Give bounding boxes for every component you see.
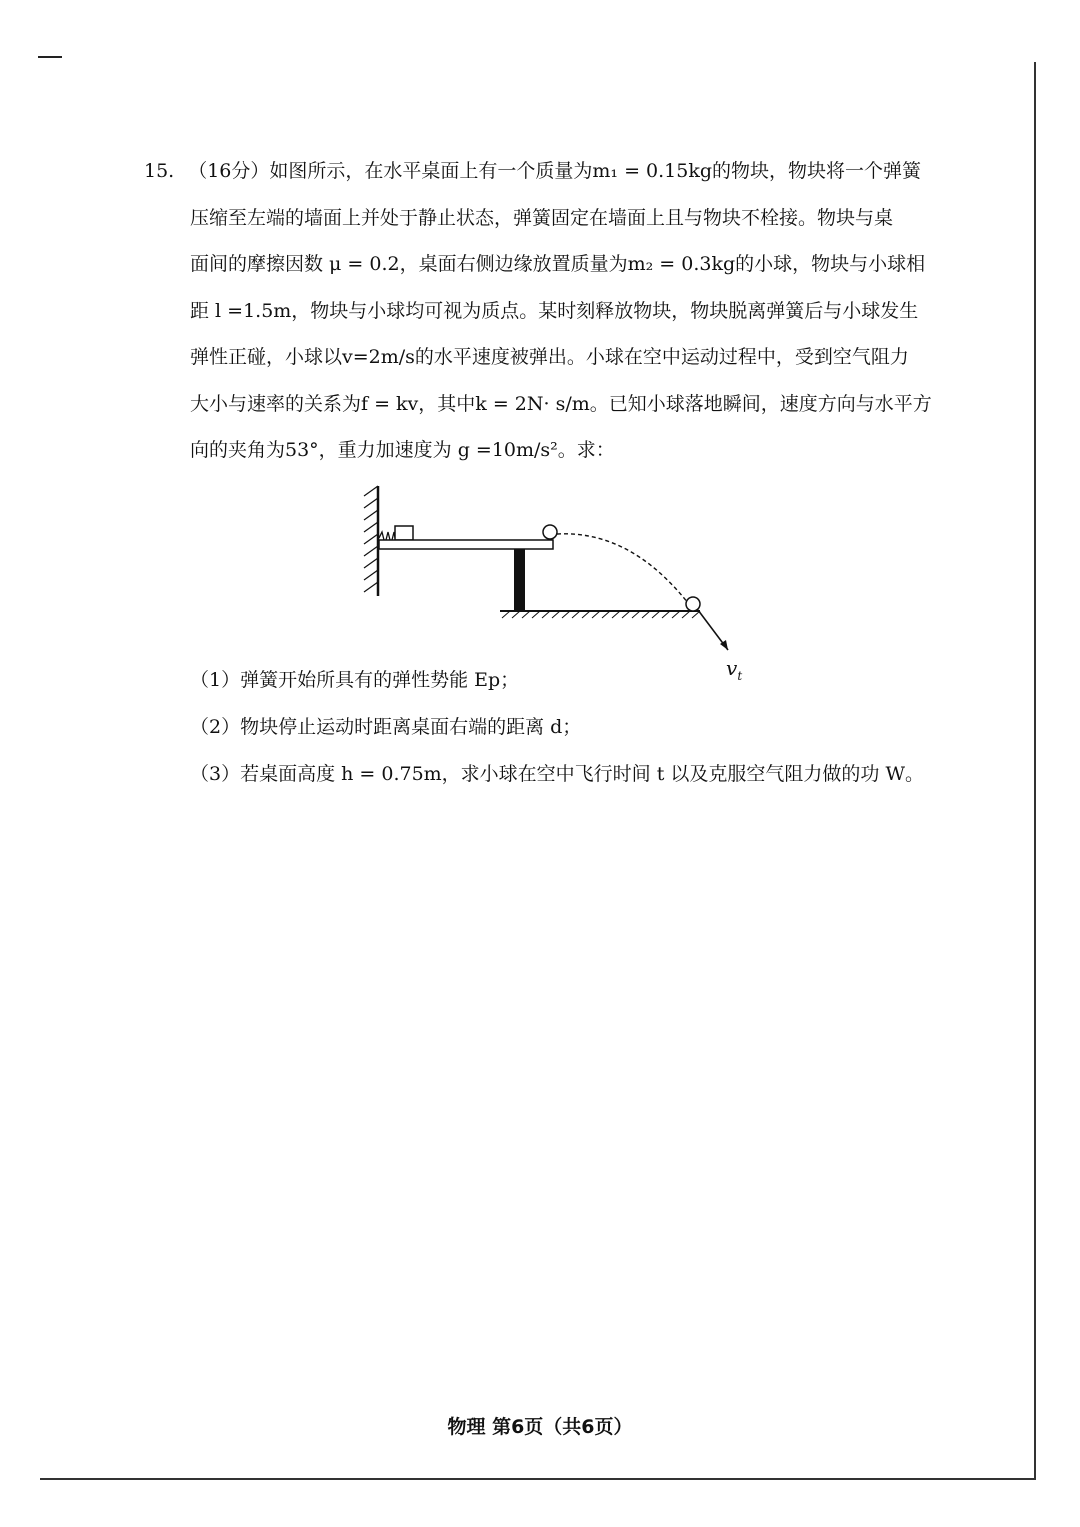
question-line-3: 面间的摩擦因数 μ = 0.2，桌面右侧边缘放置质量为m₂ = 0.3kg的小球，物块与小球相 — [190, 253, 926, 275]
question-line-4: 距 l =1.5m，物块与小球均可视为质点。某时刻释放物块，物块脱离弹簧后与小球发生 — [190, 300, 919, 322]
question-line-5: 弹性正碰，小球以v=2m/s的水平速度被弹出。小球在空中运动过程中，受到空气阻力 — [190, 346, 909, 368]
question-line-7: 向的夹角为53°，重力加速度为 g =10m/s²。求： — [190, 439, 615, 461]
page-footer: 物理 第6页（共6页） — [447, 1416, 633, 1438]
question-line-1: 15. （16分）如图所示，在水平桌面上有一个质量为m₁ = 0.15kg的物块，物块将一个弹簧 — [144, 157, 904, 185]
trajectory — [557, 534, 688, 603]
corner-mark — [38, 56, 62, 58]
block — [395, 526, 413, 540]
table-leg — [514, 549, 525, 611]
bottom-border-line — [40, 1478, 1036, 1480]
question-line-6: 大小与速率的关系为f = kv，其中k = 2N· s/m。已知小球落地瞬间，速度方向与水平方 — [190, 393, 932, 415]
question-line-2: 压缩至左端的墙面上并处于静止状态，弹簧固定在墙面上且与物块不栓接。物块与桌 — [190, 207, 894, 229]
question-number: 15. — [144, 160, 175, 182]
ball-start — [543, 525, 557, 539]
wall-hatching — [364, 486, 378, 592]
table-top — [379, 540, 553, 549]
ball-landing — [686, 597, 700, 611]
right-border-line — [1034, 62, 1036, 1480]
sub-question-3: （3）若桌面高度 h = 0.75m，求小球在空中飞行时间 t 以及克服空气阻力做的功 W。 — [190, 763, 924, 785]
ground-hatching — [502, 611, 700, 618]
sub-question-1: （1）弹簧开始所具有的弹性势能 Ep； — [190, 669, 520, 691]
physics-diagram — [360, 478, 760, 688]
sub-question-2: （2）物块停止运动时距离桌面右端的距离 d； — [190, 716, 582, 738]
velocity-label: $v_t$ — [726, 656, 743, 683]
